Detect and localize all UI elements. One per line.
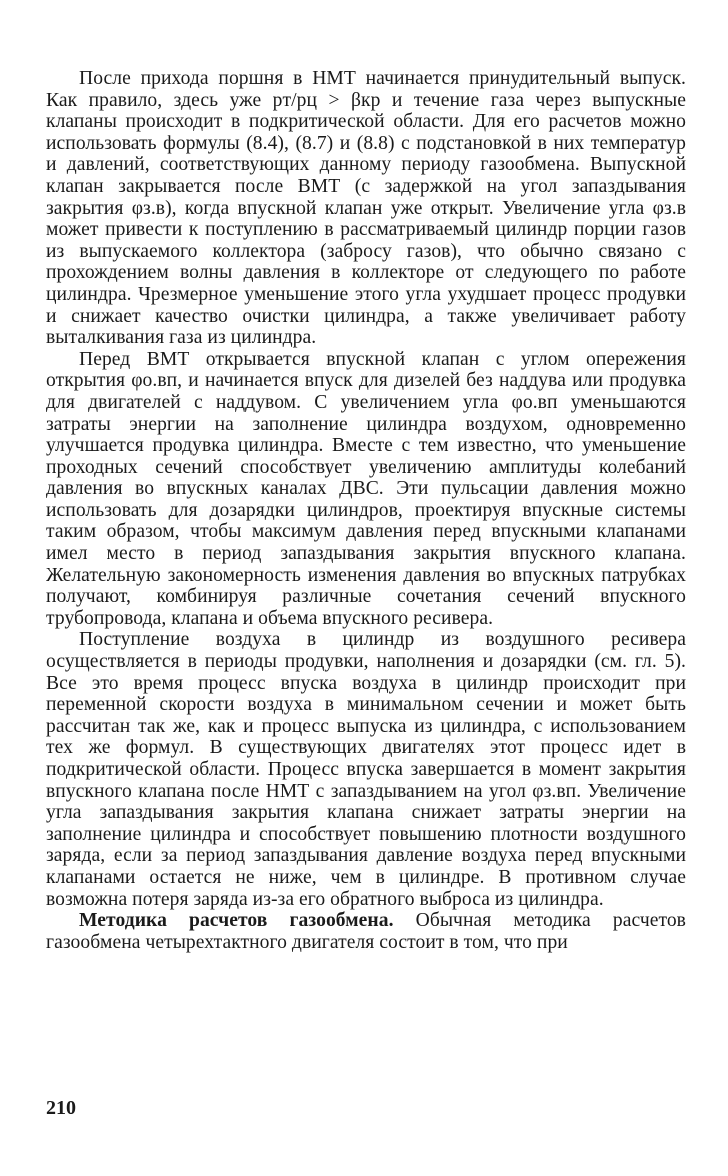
paragraph-intake-valve: Перед ВМТ открывается впускной клапан с углом опережения открытия φо.вп, и начинается впуск для дизелей без наддува или продувка для двигателей с наддувом. С увеличением угла φо.вп уменьшаются затраты энергии на заполнение цилиндра воздухом, одновременно улучшается продувка цилиндра. Вместе с тем известно, что уменьшение проходных сечений способствует увеличению амплитуды колебаний давления во впускных каналах ДВС. Эти пульсации давления можно использовать для дозарядки цилиндров, проектируя впускные системы таким образом, чтобы максимум давления перед впускными клапанами имел место в период запаздывания закрытия впускного клапана. Желательную закономерность изменения давления во впускных патрубках получают, комбинируя различные сочетания сечений впускного трубопровода, клапана и объема впускного ресивера. [46,348,686,629]
section-heading: Методика расчетов газообмена. [79,910,394,932]
body-text [46,68,686,953]
section-text: Обычная методика расчетов газообмена четырехтактного двигателя состоит в том, что при [46,910,686,953]
paragraph-exhaust: После прихода поршня в НМТ начинается принудительный выпуск. Как правило, здесь уже pт/pц > βкр и течение газа через выпускные клапаны происходит в подкритической области. Для его расчетов можно использовать формулы (8.4), (8.7) и (8.8) с подстановкой в них температур и давлений, соответствующих данному периоду газообмена. Выпускной клапан закрывается после ВМТ (с задержкой на угол запаздывания закрытия φз.в), когда впускной клапан уже открыт. Увеличение угла φз.в может привести к поступлению в рассматриваемый цилиндр порции газов из выпускаемого коллектора (забросу газов), что обычно связано с прохождением волны давления в коллекторе от следующего по работе цилиндра. Чрезмерное уменьшение этого угла ухудшает процесс продувки и снижает качество очистки цилиндра, а также увеличивает работу выталкивания газа из цилиндра. [46,68,686,349]
page-number: 210 [46,1097,76,1119]
paragraph-air-supply: Поступление воздуха в цилиндр из воздушного ресивера осуществляется в периоды продувки, наполнения и дозарядки (см. гл. 5). Все это время процесс впуска воздуха в цилиндр происходит при переменной скорости воздуха в минимальном сечении и может быть рассчитан так же, как и процесс выпуска из цилиндра, с использованием тех же формул. В существующих двигателях этот процесс идет в подкритической области. Процесс впуска завершается в момент закрытия впускного клапана после НМТ с запаздыванием на угол φз.вп. Увеличение угла запаздывания закрытия клапана снижает затраты энергии на заполнение цилиндра и способствует повышению плотности воздушного заряда, если за период запаздывания давление воздуха перед впускными клапанами остается не ниже, чем в цилиндре. В противном случае возможна потеря заряда из-за его обратного выброса из цилиндра. [46,629,686,910]
paragraph-method [46,910,686,953]
